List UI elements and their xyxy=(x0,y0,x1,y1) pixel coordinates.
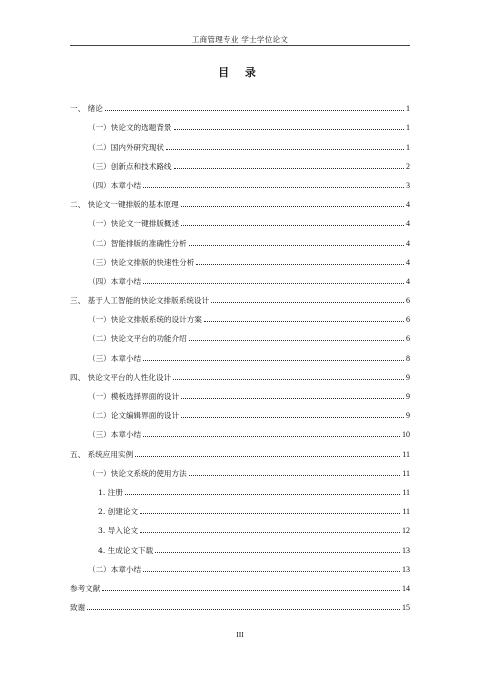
toc-entry[interactable] xyxy=(70,593,410,612)
toc-entry-page: 9 xyxy=(406,411,410,421)
toc-entry-label: （三）快论文排版的快速性分析 xyxy=(88,257,195,267)
toc-entry[interactable] xyxy=(70,228,410,247)
toc-entry-label: （四）本章小结 xyxy=(88,180,142,190)
table-of-contents xyxy=(70,94,410,612)
toc-entry[interactable] xyxy=(70,113,410,132)
toc-entry[interactable] xyxy=(70,152,410,171)
toc-entry[interactable] xyxy=(70,555,410,574)
toc-entry-label: 1. 注册 xyxy=(98,487,123,497)
toc-entry-page: 1 xyxy=(406,104,410,114)
toc-entry-label: （四）本章小结 xyxy=(88,276,142,286)
toc-entry[interactable] xyxy=(70,459,410,478)
dot-leader xyxy=(174,128,404,130)
toc-entry-label: （一）快论文的选题背景 xyxy=(88,123,172,133)
toc-entry[interactable] xyxy=(70,190,410,209)
toc-entry-page: 4 xyxy=(406,238,410,248)
toc-entry-label: 致谢 xyxy=(70,603,86,613)
toc-entry-page: 6 xyxy=(406,296,410,306)
toc-entry-page: 2 xyxy=(406,161,410,171)
toc-entry-label: （二）本章小结 xyxy=(88,564,142,574)
toc-entry-label: 五、 系统应用实例 xyxy=(70,449,134,459)
dot-leader xyxy=(181,224,404,226)
toc-entry-page: 11 xyxy=(402,487,410,497)
toc-entry-page: 6 xyxy=(406,315,410,325)
toc-entry-page: 8 xyxy=(406,353,410,363)
toc-entry-label: 四、 快论文平台的人性化设计 xyxy=(70,372,172,382)
toc-entry-label: （三）创新点和技术路线 xyxy=(88,161,172,171)
toc-entry[interactable] xyxy=(70,267,410,286)
toc-entry[interactable] xyxy=(70,420,410,439)
toc-entry[interactable] xyxy=(70,535,410,554)
toc-entry-page: 12 xyxy=(402,526,410,536)
toc-entry[interactable] xyxy=(70,363,410,382)
dot-leader xyxy=(140,531,400,533)
toc-entry[interactable] xyxy=(70,516,410,535)
dot-leader xyxy=(143,359,404,361)
dot-leader xyxy=(143,435,400,437)
toc-entry-page: 1 xyxy=(406,123,410,133)
toc-entry[interactable] xyxy=(70,324,410,343)
toc-entry[interactable] xyxy=(70,209,410,228)
toc-entry-label: （二）智能排版的准确性分析 xyxy=(88,238,187,248)
toc-entry[interactable] xyxy=(70,401,410,420)
toc-entry-label: 一、 绪论 xyxy=(70,104,103,114)
dot-leader xyxy=(143,570,400,572)
dot-leader xyxy=(196,263,404,265)
toc-entry-label: （三）本章小结 xyxy=(88,353,142,363)
toc-entry-label: （一）模板选择界面的设计 xyxy=(88,392,180,401)
toc-entry-page: 15 xyxy=(402,603,410,613)
toc-entry-label: （二）论文编辑界面的设计 xyxy=(88,411,180,421)
dot-leader xyxy=(189,339,404,341)
toc-entry[interactable] xyxy=(70,171,410,190)
page-header: 工商管理专业 学士学位论文 xyxy=(191,35,289,44)
toc-entry-label: （三）本章小结 xyxy=(88,430,142,440)
toc-title: 目 录 xyxy=(218,66,262,79)
toc-entry[interactable] xyxy=(70,94,410,113)
page-number: III xyxy=(236,630,244,639)
toc-entry-label: 参考文献 xyxy=(70,583,101,593)
toc-entry-page: 11 xyxy=(402,449,410,459)
toc-entry[interactable] xyxy=(70,132,410,151)
dot-leader xyxy=(140,512,400,514)
toc-entry-page: 6 xyxy=(406,334,410,344)
toc-entry-page: 4 xyxy=(406,219,410,229)
toc-entry[interactable] xyxy=(70,497,410,516)
header-rule xyxy=(70,45,410,46)
dot-leader xyxy=(189,244,404,246)
dot-leader xyxy=(204,320,404,322)
toc-entry-page: 4 xyxy=(406,200,410,210)
dot-leader xyxy=(211,301,404,303)
toc-entry[interactable] xyxy=(70,382,410,401)
toc-entry-label: （一）快论文系统的使用方法 xyxy=(88,468,187,478)
toc-entry[interactable] xyxy=(70,478,410,497)
toc-entry-page: 13 xyxy=(402,545,410,555)
toc-entry-page: 13 xyxy=(402,564,410,574)
dot-leader xyxy=(181,416,404,418)
toc-entry-page: 14 xyxy=(402,583,410,593)
dot-leader xyxy=(181,397,404,399)
dot-leader xyxy=(181,205,404,207)
toc-entry-label: （二）国内外研究现状 xyxy=(88,142,164,152)
toc-entry-label: 3. 导入论文 xyxy=(98,526,139,536)
toc-entry-page: 10 xyxy=(402,430,410,440)
toc-entry-page: 11 xyxy=(402,468,410,478)
toc-entry-label: 三、 基于人工智能的快论文排版系统设计 xyxy=(70,296,210,306)
dot-leader xyxy=(102,589,400,591)
toc-entry-label: （二）快论文平台的功能介绍 xyxy=(88,334,187,344)
toc-entry-page: 9 xyxy=(406,372,410,382)
dot-leader xyxy=(105,109,404,111)
toc-entry-label: 4. 生成论文下载 xyxy=(98,545,154,555)
dot-leader xyxy=(135,455,400,457)
toc-entry-page: 9 xyxy=(406,392,410,401)
toc-entry-label: 2. 创建论文 xyxy=(98,507,139,517)
dot-leader xyxy=(87,608,400,610)
toc-entry-label: （一）快论文一键排版概述 xyxy=(88,219,180,229)
dot-leader xyxy=(143,186,404,188)
toc-entry-page: 4 xyxy=(406,257,410,267)
dot-leader xyxy=(166,148,404,150)
toc-entry[interactable] xyxy=(70,574,410,593)
toc-entry-page: 4 xyxy=(406,276,410,286)
dot-leader xyxy=(189,474,401,476)
toc-entry[interactable] xyxy=(70,248,410,267)
dot-leader xyxy=(173,378,404,380)
toc-entry[interactable] xyxy=(70,439,410,458)
dot-leader xyxy=(143,282,404,284)
toc-entry[interactable] xyxy=(70,305,410,324)
toc-entry-page: 3 xyxy=(406,180,410,190)
toc-entry-label: 二、 快论文一键排版的基本原理 xyxy=(70,200,179,210)
dot-leader xyxy=(174,167,404,169)
toc-entry[interactable] xyxy=(70,286,410,305)
toc-entry-page: 1 xyxy=(406,142,410,152)
toc-entry[interactable] xyxy=(70,343,410,362)
toc-entry-label: （一）快论文排版系统的设计方案 xyxy=(88,315,202,325)
dot-leader xyxy=(155,551,400,553)
dot-leader xyxy=(125,493,400,495)
toc-entry-page: 11 xyxy=(402,507,410,517)
